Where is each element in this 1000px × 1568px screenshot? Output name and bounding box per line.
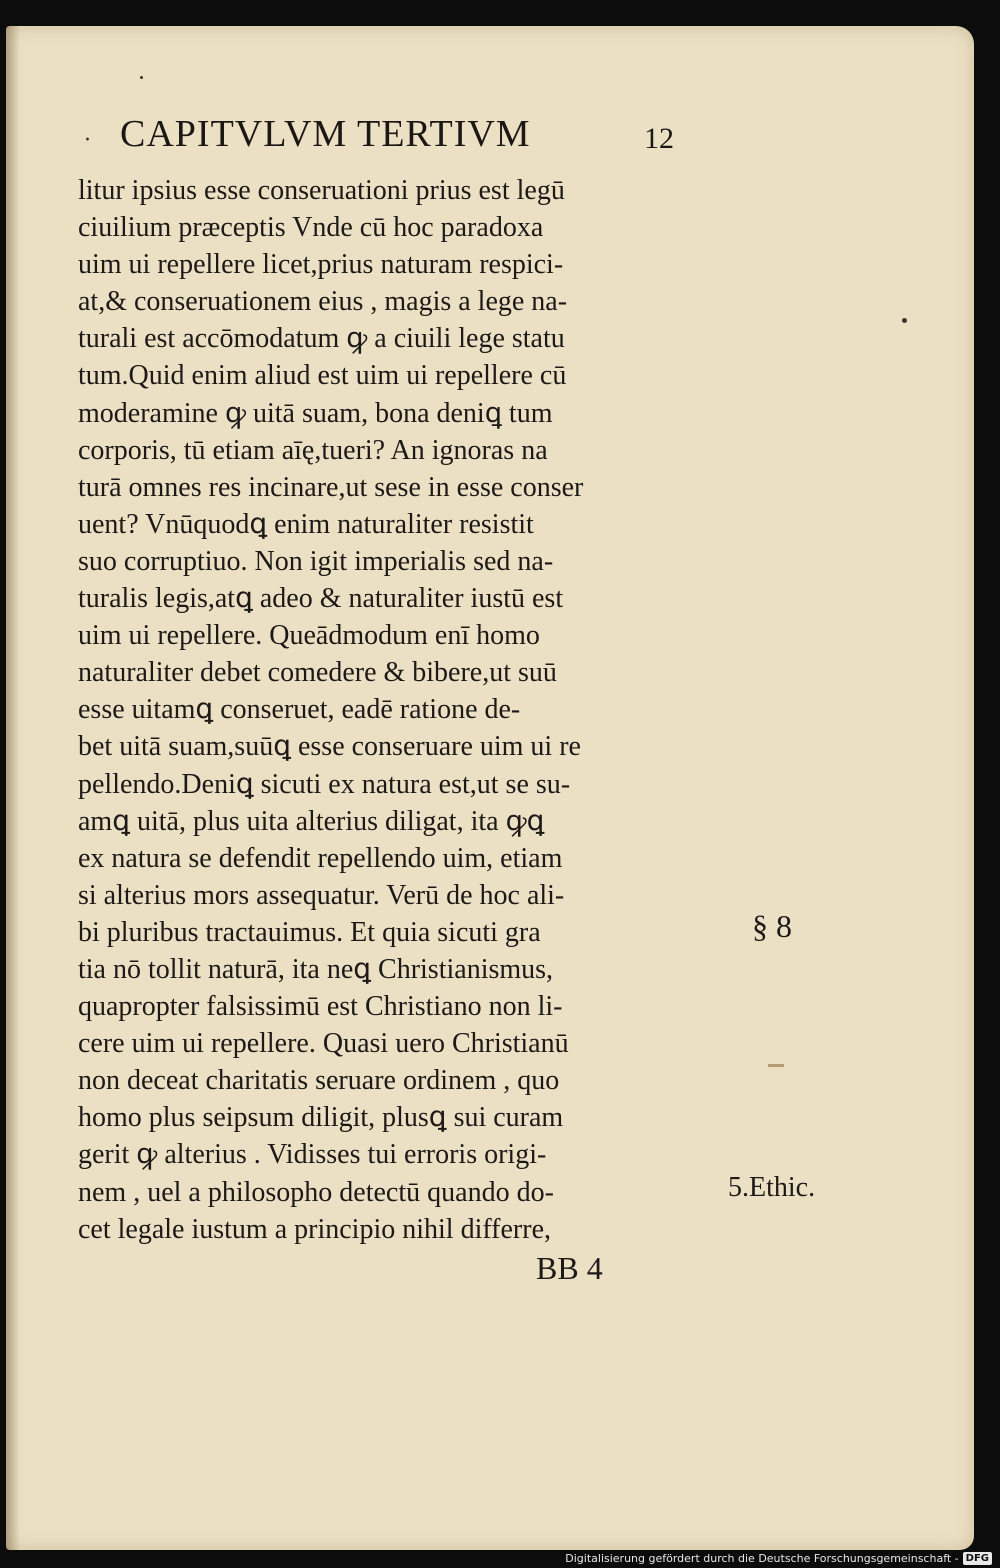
text-line: turā omnes res incinare,ut sese in esse conser bbox=[78, 471, 584, 503]
text-line: bet uitā suam,suūꝗ esse conseruare uim ui re bbox=[78, 731, 581, 763]
text-line: quapropter falsissimū est Christiano non li- bbox=[78, 991, 563, 1023]
text-line: suo corruptiuo. Non igit imperialis sed na- bbox=[78, 545, 554, 577]
text-line: uent? Vnūquodꝗ enim naturaliter resistit bbox=[78, 508, 534, 540]
text-line: cere uim ui repellere. Quasi uero Christianū bbox=[78, 1028, 569, 1060]
text-line: litur ipsius esse conseruationi prius est legū bbox=[78, 175, 565, 206]
text-line: tum.Quid enim aliud est uim ui repellere cū bbox=[78, 360, 567, 392]
footer-credit-text: Digitalisierung gefördert durch die Deutsche Forschungsgemeinschaft - bbox=[565, 1551, 959, 1565]
running-head bbox=[78, 112, 718, 162]
text-line: turalis legis,atꝗ adeo & naturaliter iustū est bbox=[78, 583, 564, 615]
text-line: ex natura se defendit repellendo uim, etiam bbox=[78, 842, 563, 874]
text-line: turali est accōmodatum ꝙ a ciuili lege statu bbox=[78, 323, 565, 355]
text-line: tia nō tollit naturā, ita neꝗ Christianismus, bbox=[78, 953, 554, 985]
body-text-block bbox=[78, 172, 718, 1248]
chapter-title: CAPITVLVM TERTIVM bbox=[120, 113, 531, 155]
dfg-logo: DFG bbox=[963, 1552, 992, 1565]
text-line: pellendo.Deniꝗ sicuti ex natura est,ut se su- bbox=[78, 768, 571, 800]
text-line: homo plus seipsum diligit, plusꝗ sui curam bbox=[78, 1102, 564, 1134]
text-line: gerit ꝙ alterius . Vidisses tui erroris origi- bbox=[78, 1139, 547, 1171]
signature-mark: BB 4 bbox=[536, 1250, 603, 1286]
text-line: moderamine ꝙ uitā suam, bona deniꝗ tum bbox=[78, 397, 553, 429]
folio-number: 12 bbox=[644, 122, 674, 155]
text-line: esse uitamꝗ conseruet, eadē ratione de- bbox=[78, 694, 521, 726]
text-line: corporis, tū etiam aīę,tueri? An ignoras na bbox=[78, 434, 548, 466]
text-line: cet legale iustum a principio nihil differre, bbox=[78, 1213, 551, 1245]
head-dot: · bbox=[84, 128, 91, 153]
text-line: bi pluribus tractauimus. Et quia sicuti gra bbox=[78, 916, 541, 948]
text-line: uim ui repellere licet,prius naturam respici- bbox=[78, 249, 564, 281]
page-speck bbox=[140, 76, 143, 79]
margin-note-section: § 8 bbox=[752, 908, 792, 944]
text-line: non deceat charitatis seruare ordinem , quo bbox=[78, 1065, 560, 1097]
text-line: amꝗ uitā, plus uita alterius diligat, ita ꝙꝗ bbox=[78, 805, 545, 837]
text-line: ciuilium præceptis Vnde cū hoc paradoxa bbox=[78, 212, 544, 244]
text-line: nem , uel a philosopho detectū quando do- bbox=[78, 1176, 554, 1208]
margin-dash-mark bbox=[768, 1064, 784, 1067]
footer-credit bbox=[565, 1550, 992, 1566]
margin-note-ethics: 5.Ethic. bbox=[728, 1172, 816, 1203]
text-line: uim ui repellere. Queādmodum enī homo bbox=[78, 620, 540, 652]
text-line: si alterius mors assequatur. Verū de hoc ali- bbox=[78, 879, 565, 911]
text-line: naturaliter debet comedere & bibere,ut suū bbox=[78, 657, 557, 689]
text-line: at,& conseruationem eius , magis a lege na- bbox=[78, 286, 568, 318]
page-speck bbox=[902, 318, 907, 323]
